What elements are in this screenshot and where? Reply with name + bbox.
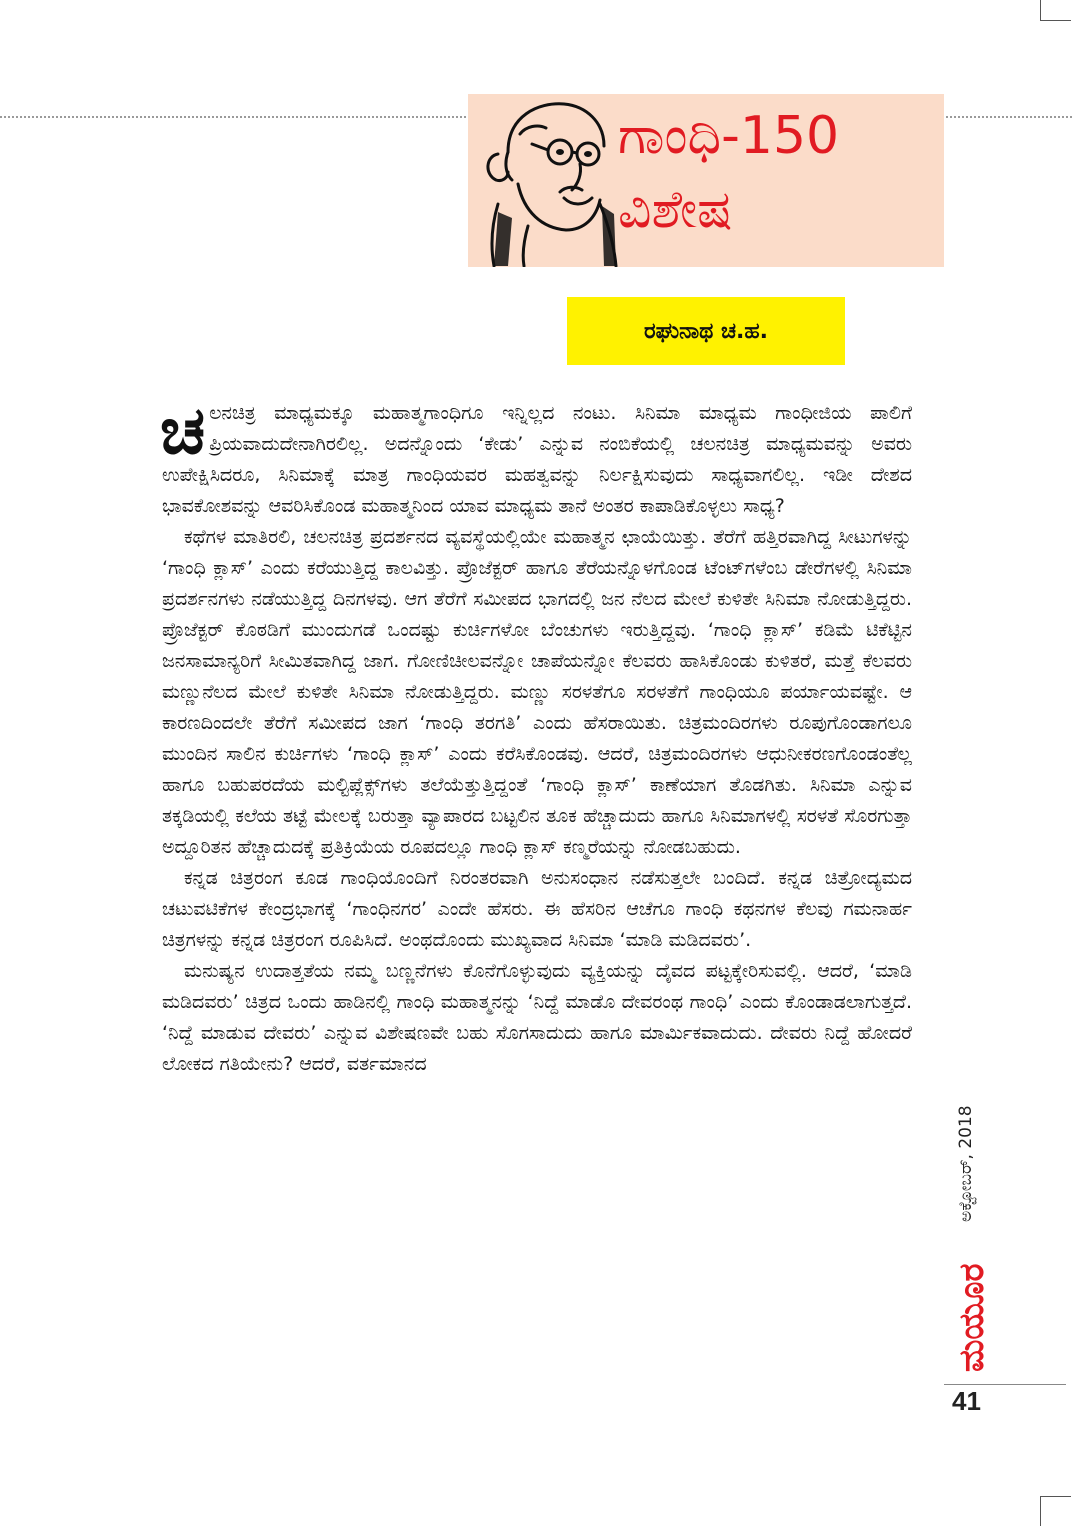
banner-title-line1: ಗಾಂಧಿ-150 — [618, 106, 840, 166]
drop-cap: ಚ — [160, 392, 206, 469]
issue-date: ಅಕ್ಟೋಬರ್, 2018 — [956, 1105, 976, 1222]
article-paragraph — [160, 392, 912, 522]
author-name: ರಘುನಾಥ ಚ.ಹ. — [643, 318, 768, 344]
article-body — [160, 392, 912, 1080]
article-paragraph: ಮನುಷ್ಯನ ಉದಾತ್ತತೆಯ ನಮ್ಮ ಬಣ್ಣನೆಗಳು ಕೊನೆಗೊಳ್ಳುವುದು ವ್ಯಕ್ತಿಯನ್ನು ದೈವದ ಪಟ್ಟಕ್ಕೇರಿಸುವಲ್ಲಿ. ಆದರೆ, ‘ಮಾಡಿ ಮಡಿದವರು’ ಚಿತ್ರದ ಒಂದು ಹಾಡಿನಲ್ಲಿ ಗಾಂಧಿ ಮಹಾತ್ಮನನ್ನು ‘ನಿದ್ದೆ ಮಾಡೊ ದೇವರಂಥ ಗಾಂಧಿ’ ಎಂದು ಕೊಂಡಾಡಲಾಗುತ್ತದೆ. ‘ನಿದ್ದೆ ಮಾಡುವ ದೇವರು’ ಎನ್ನುವ ವಿಶೇಷಣವೇ ಬಹು ಸೊಗಸಾದುದು ಹಾಗೂ ಮಾರ್ಮಿಕವಾದುದು. ದೇವರು ನಿದ್ದೆ ಹೋದರೆ ಲೋಕದ ಗತಿಯೇನು? ಆದರೆ, ವರ್ತಮಾನದ — [162, 960, 912, 1075]
page-number: 41 — [952, 1386, 981, 1416]
banner-title-line2: ವಿಶೇಷ — [618, 180, 733, 240]
crop-mark-bottom — [1040, 1496, 1071, 1526]
crop-mark-top — [1040, 0, 1071, 21]
magazine-name: ಮಯೂರ — [952, 1263, 992, 1372]
paragraph-text: ಲನಚಿತ್ರ ಮಾಧ್ಯಮಕ್ಕೂ ಮಹಾತ್ಮಗಾಂಧಿಗೂ ಇನ್ನಿಲ್ಲದ ನಂಟು. ಸಿನಿಮಾ ಮಾಧ್ಯಮ ಗಾಂಧೀಜಿಯ ಪಾಲಿಗೆ ಪ್ರಿಯವಾದುದೇನಾಗಿರಲಿಲ್ಲ. ಅದನ್ನೊಂದು ‘ಕೇಡು’ ಎನ್ನುವ ನಂಬಿಕೆಯಲ್ಲಿ ಚಲನಚಿತ್ರ ಮಾಧ್ಯಮವನ್ನು ಅವರು ಉಪೇಕ್ಷಿಸಿದರೂ, ಸಿನಿಮಾಕ್ಕೆ ಮಾತ್ರ ಗಾಂಧಿಯವರ ಮಹತ್ವವನ್ನು ನಿರ್ಲಕ್ಷಿಸುವುದು ಸಾಧ್ಯವಾಗಲಿಲ್ಲ. ಇಡೀ ದೇಶದ ಭಾವಕೋಶವನ್ನು ಆವರಿಸಿಕೊಂಡ ಮಹಾತ್ಮನಿಂದ ಯಾವ ಮಾಧ್ಯಮ ತಾನೆ ಅಂತರ ಕಾಪಾಡಿಕೊಳ್ಳಲು ಸಾಧ್ಯ? — [162, 402, 912, 517]
article-paragraph: ಕನ್ನಡ ಚಿತ್ರರಂಗ ಕೂಡ ಗಾಂಧಿಯೊಂದಿಗೆ ನಿರಂತರವಾಗಿ ಅನುಸಂಧಾನ ನಡೆಸುತ್ತಲೇ ಬಂದಿದೆ. ಕನ್ನಡ ಚಿತ್ರೋದ್ಯಮದ ಚಟುವಟಿಕೆಗಳ ಕೇಂದ್ರಭಾಗಕ್ಕೆ ‘ಗಾಂಧಿನಗರ’ ಎಂದೇ ಹೆಸರು. ಈ ಹೆಸರಿನ ಆಚೆಗೂ ಗಾಂಧಿ ಕಥನಗಳ ಕೆಲವು ಗಮನಾರ್ಹ ಚಿತ್ರಗಳನ್ನು ಕನ್ನಡ ಚಿತ್ರರಂಗ ರೂಪಿಸಿದೆ. ಅಂಥದೊಂದು ಮುಖ್ಯವಾದ ಸಿನಿಮಾ ‘ಮಾಡಿ ಮಡಿದವರು’. — [162, 867, 912, 951]
page-number-rule — [944, 1384, 1066, 1385]
author-byline — [567, 297, 845, 365]
section-banner — [468, 94, 944, 267]
article-paragraph: ಕಥೆಗಳ ಮಾತಿರಲಿ, ಚಲನಚಿತ್ರ ಪ್ರದರ್ಶನದ ವ್ಯವಸ್ಥೆಯಲ್ಲಿಯೇ ಮಹಾತ್ಮನ ಛಾಯೆಯಿತ್ತು. ತೆರೆಗೆ ಹತ್ತಿರವಾಗಿದ್ದ ಸೀಟುಗಳನ್ನು ‘ಗಾಂಧಿ ಕ್ಲಾಸ್’ ಎಂದು ಕರೆಯುತ್ತಿದ್ದ ಕಾಲವಿತ್ತು. ಪ್ರೊಜೆಕ್ಟರ್ ಹಾಗೂ ತೆರೆಯನ್ನೊಳಗೊಂಡ ಟೆಂಟ್‌ಗಳೆಂಬ ಡೇರೆಗಳಲ್ಲಿ ಸಿನಿಮಾ ಪ್ರದರ್ಶನಗಳು ನಡೆಯುತ್ತಿದ್ದ ದಿನಗಳವು. ಆಗ ತೆರೆಗೆ ಸಮೀಪದ ಭಾಗದಲ್ಲಿ ಜನ ನೆಲದ ಮೇಲೆ ಕುಳಿತೇ ಸಿನಿಮಾ ನೋಡುತ್ತಿದ್ದರು. ಪ್ರೊಜೆಕ್ಟರ್ ಕೊಠಡಿಗೆ ಮುಂದುಗಡೆ ಒಂದಷ್ಟು ಕುರ್ಚಿಗಳೋ ಬೆಂಚುಗಳು ಇರುತ್ತಿದ್ದವು. ‘ಗಾಂಧಿ ಕ್ಲಾಸ್’ ಕಡಿಮೆ ಟಿಕೆಟ್ಟಿನ ಜನಸಾಮಾನ್ಯರಿಗೆ ಸೀಮಿತವಾಗಿದ್ದ ಜಾಗ. ಗೋಣಿಚೀಲವನ್ನೋ ಚಾಪೆಯನ್ನೋ ಕೆಲವರು ಹಾಸಿಕೊಂಡು ಕುಳಿತರೆ, ಮತ್ತೆ ಕೆಲವರು ಮಣ್ಣುನೆಲದ ಮೇಲೆ ಕುಳಿತೇ ಸಿನಿಮಾ ನೋಡುತ್ತಿದ್ದರು. ಮಣ್ಣು ಸರಳತೆಗೂ ಸರಳತೆಗೆ ಗಾಂಧಿಯೂ ಪರ್ಯಾಯವಷ್ಟೇ. ಆ ಕಾರಣದಿಂದಲೇ ತೆರೆಗೆ ಸಮೀಪದ ಜಾಗ ‘ಗಾಂಧಿ ತರಗತಿ’ ಎಂದು ಹೆಸರಾಯಿತು. ಚಿತ್ರಮಂದಿರಗಳು ರೂಪುಗೊಂಡಾಗಲೂ ಮುಂದಿನ ಸಾಲಿನ ಕುರ್ಚಿಗಳು ‘ಗಾಂಧಿ ಕ್ಲಾಸ್’ ಎಂದು ಕರೆಸಿಕೊಂಡವು. ಆದರೆ, ಚಿತ್ರಮಂದಿರಗಳು ಆಧುನೀಕರಣಗೊಂಡಂತೆಲ್ಲ ಹಾಗೂ ಬಹುಪರದೆಯ ಮಲ್ಟಿಪ್ಲೆಕ್ಸ್‌ಗಳು ತಲೆಯೆತ್ತುತ್ತಿದ್ದಂತೆ ‘ಗಾಂಧಿ ಕ್ಲಾಸ್’ ಕಾಣೆಯಾಗ ತೊಡಗಿತು. ಸಿನಿಮಾ ಎನ್ನುವ ತಕ್ಕಡಿಯಲ್ಲಿ ಕಲೆಯ ತಟ್ಟೆ ಮೇಲಕ್ಕೆ ಬರುತ್ತಾ ವ್ಯಾಪಾರದ ಬಟ್ಟಲಿನ ತೂಕ ಹೆಚ್ಚಾದುದು ಹಾಗೂ ಸಿನಿಮಾಗಳಲ್ಲಿ ಸರಳತೆ ಸೊರಗುತ್ತಾ ಅದ್ದೂರಿತನ ಹೆಚ್ಚಾದುದಕ್ಕೆ ಪ್ರತಿಕ್ರಿಯೆಯ ರೂಪದಲ್ಲೂ ಗಾಂಧಿ ಕ್ಲಾಸ್ ಕಣ್ಮರೆಯನ್ನು ನೋಡಬಹುದು. — [162, 526, 912, 858]
dotted-rule-right — [946, 116, 1072, 118]
dotted-rule-left — [0, 116, 466, 118]
